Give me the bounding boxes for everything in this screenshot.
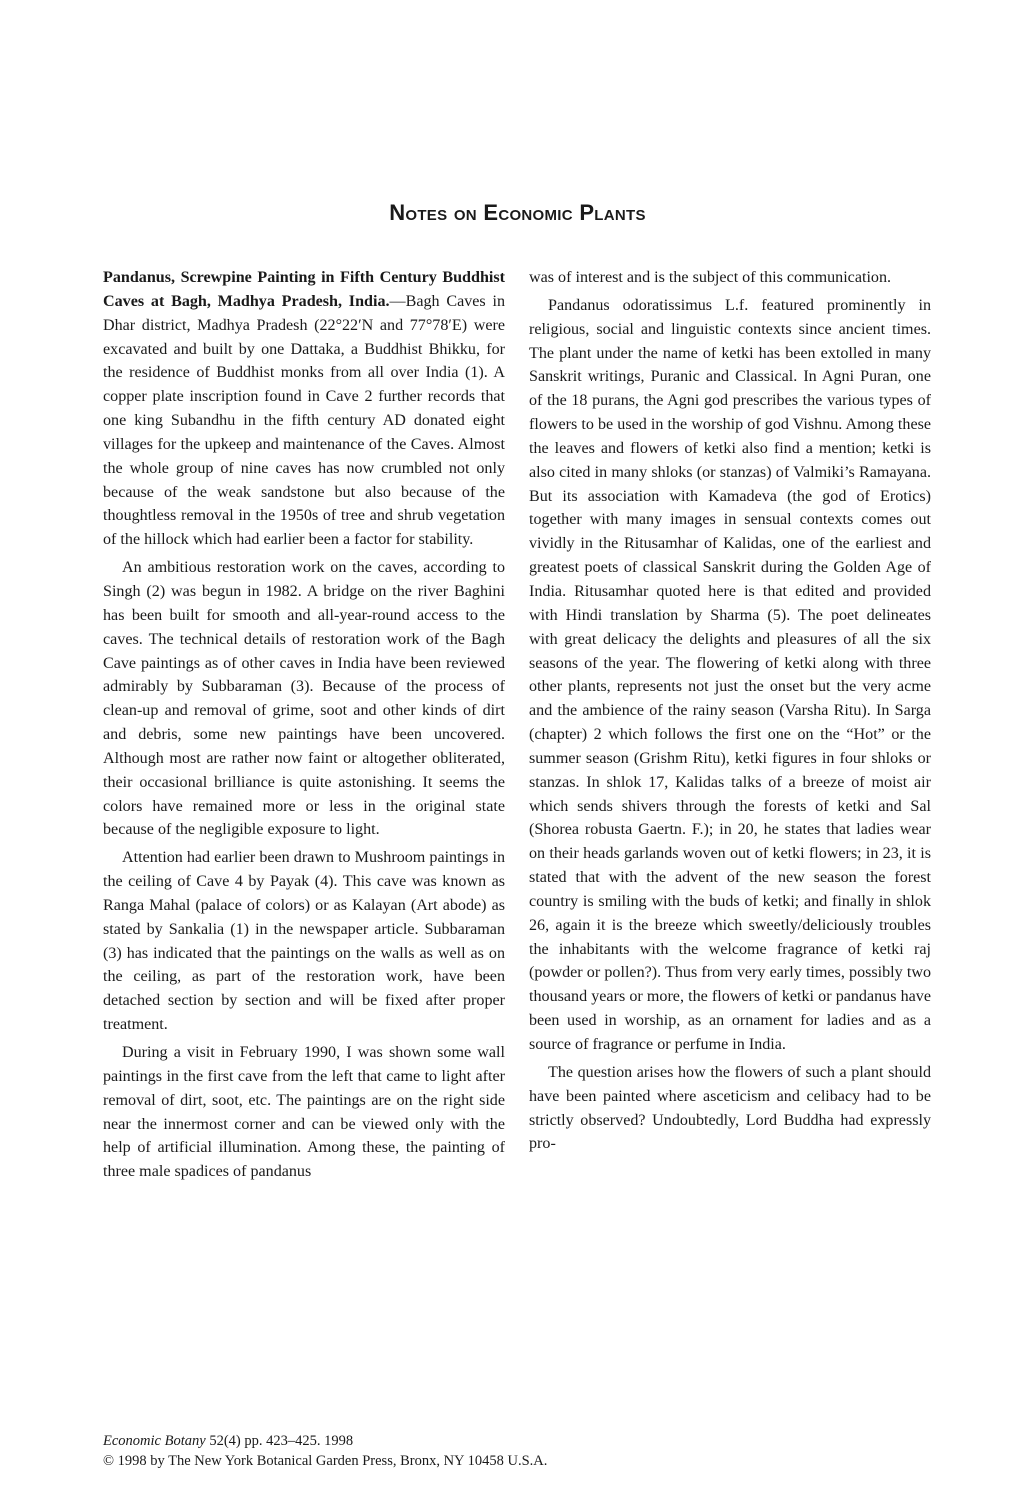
journal-name: Economic Botany — [103, 1433, 206, 1449]
page-footer — [103, 1431, 547, 1471]
paragraph: An ambitious restoration work on the caves, according to Singh (2) was begun in 1982. A bridge on the river Baghini has been built for smooth and all-year-round access to the caves. The technical details of restoration work of the Bagh Cave paintings as of other caves in India have been reviewed admirably by Subbaraman (3). Because of the process of clean-up and removal of grime, soot and other kinds of dirt and debris, some new paintings have been uncovered. Although most are rather now faint or altogether obliterated, their occasional brilliance is quite astonishing. It seems the colors have remained more or less in the original state because of the negligible exposure to light. — [103, 559, 505, 839]
paragraph: Pandanus odoratissimus L.f. featured prominently in religious, social and linguistic contexts since ancient times. The plant under the name of ketki has been extolled in many Sanskrit writings, Puranic and Classical. In Agni Puran, one of the 18 purans, the Agni god prescribes the various types of flowers to be used in the worship of god Vishnu. Among these the leaves and flowers of ketki also find a mention; ketki is also cited in many shloks (or stanzas) of Valmiki’s Ramayana. But its association with Kamadeva (the god of Erotics) together with many images in sensual contexts comes out vividly in the Ritusamhar of Kalidas, one of the earliest and greatest poets of classical Sanskrit during the Golden Age of India. Ritusamhar quoted here is that edited and provided with Hindi translation by Sharma (5). The poet delineates with great delicacy the delights and pleasures of all the six seasons of the year. The flowering of ketki along with three other plants, represents not just the onset but the very acme and the ambience of the rainy season (Varsha Ritu). In Sarga (chapter) 2 which follows the first one on the “Hot” or the summer season (Grishm Ritu), ketki figures in four shloks or stanzas. In shlok 17, Kalidas talks of a breeze of moist air which sends shivers through the forests of ketki and Sal (Shorea robusta Gaertn. F.); in 20, he states that ladies wear on their heads garlands woven out of ketki flowers; in 23, it is stated that with the advent of the new season the forest country is smiling with the buds of ketki; and finally in shlok 26, again it is the breeze which sweetly/deliciously troubles the inhabitants with the welcome fragrance of ketki raj (powder or pollen?). Thus from very early times, possibly two thousand years or more, the flowers of ketki or pandanus have been used in worship, as an ornament for ladies and as a source of fragrance or perfume in India. — [529, 296, 931, 1053]
citation-details: 52(4) pp. 423–425. 1998 — [205, 1433, 354, 1449]
article-first-paragraph — [103, 266, 505, 552]
section-title: Notes on Economic Plants — [389, 200, 646, 225]
paragraph-continuation: was of interest and is the subject of this communication. — [529, 269, 892, 286]
paragraph: During a visit in February 1990, I was shown some wall paintings in the first cave from the left that came to light after removal of dirt, soot, etc. The paintings are on the right side near the innermost corner and can be viewed only with the help of artificial illumination. Among these, the painting of three male spadices of pandanus — [103, 1044, 505, 1181]
right-column — [529, 266, 931, 1156]
citation-line — [103, 1431, 547, 1451]
copyright-line: © 1998 by The New York Botanical Garden Press, Bronx, NY 10458 U.S.A. — [103, 1453, 548, 1469]
paragraph: The question arises how the flowers of such a plant should have been painted where asceticism and celibacy had to be strictly observed? Undoubtedly, Lord Buddha had expressly pro- — [529, 1063, 931, 1153]
paragraph: Attention had earlier been drawn to Mushroom paintings in the ceiling of Cave 4 by Payak (4). This cave was known as Ranga Mahal (palace of colors) or as Kalayan (Art abode) as stated by Sankalia (1) in the newspaper article. Subbaraman (3) has indicated that the paintings on the walls as well as on the ceiling, as part of the restoration work, have been detached section by section and will be fixed after proper treatment. — [103, 849, 505, 1034]
article-heading: Pandanus, Screwpine Painting in Fifth Century Buddhist Caves at Bagh, Madhya Pradesh, India. — [103, 269, 505, 310]
paragraph-text: —Bagh Caves in Dhar district, Madhya Pradesh (22°22′N and 77°78′E) were excavated and built by one Dattaka, a Buddhist Bhikku, for the residence of Buddhist monks from all over India (1). A copper plate inscription found in Cave 2 further records that one king Subandhu in the fifth century AD donated eight villages for the upkeep and maintenance of the Caves. Almost the whole group of nine caves has now crumbled not only because of the weak sandstone but also because of the thoughtless removal in the 1950s of tree and shrub vegetation of the hillock which had earlier been a factor for stability. — [103, 292, 505, 549]
left-column — [103, 266, 505, 1184]
